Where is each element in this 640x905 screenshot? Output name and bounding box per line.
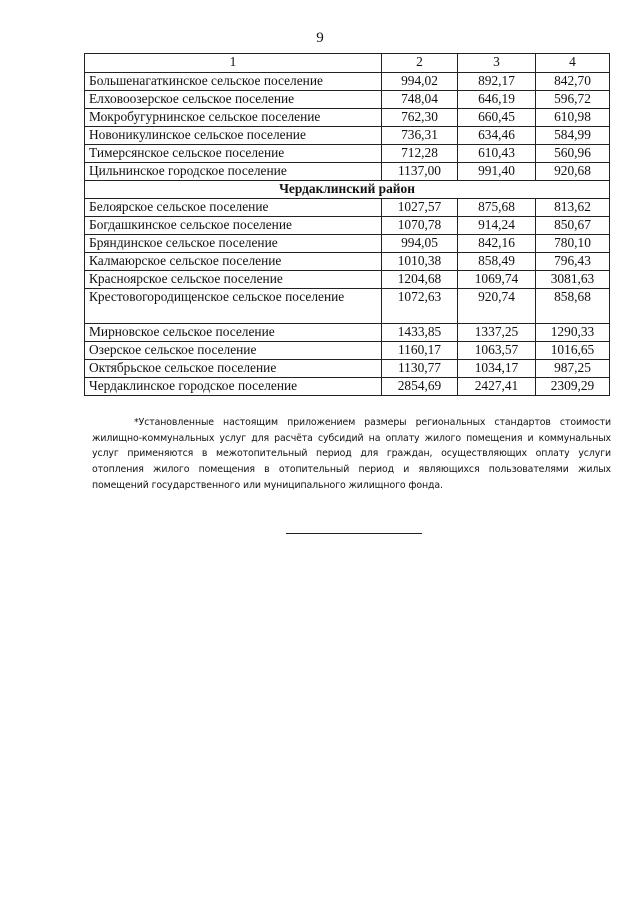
region-title: Чердаклинский район: [85, 181, 610, 199]
table-row: [85, 289, 610, 324]
settlement-name-cell: Калмаюрское сельское поселение: [85, 253, 382, 271]
settlement-name-cell: Чердаклинское городское поселение: [85, 378, 382, 396]
table-row: [85, 163, 610, 181]
value-col3-cell: 660,45: [458, 109, 536, 127]
value-col4-cell: 780,10: [536, 235, 610, 253]
value-col4-cell: 3081,63: [536, 271, 610, 289]
value-col3-cell: 858,49: [458, 253, 536, 271]
value-col4-cell: 596,72: [536, 91, 610, 109]
value-col2-cell: 1072,63: [382, 289, 458, 324]
settlement-name-cell: Мокробугурнинское сельское поселение: [85, 109, 382, 127]
value-col2-cell: 736,31: [382, 127, 458, 145]
table-header-row: [85, 54, 610, 73]
column-header: 4: [536, 54, 610, 73]
value-col4-cell: 560,96: [536, 145, 610, 163]
table-row: [85, 73, 610, 91]
tariff-table-body: [85, 54, 610, 396]
value-col2-cell: 762,30: [382, 109, 458, 127]
value-col3-cell: 1063,57: [458, 342, 536, 360]
value-col2-cell: 1027,57: [382, 199, 458, 217]
value-col3-cell: 1069,74: [458, 271, 536, 289]
settlement-name-cell: Тимерсянское сельское поселение: [85, 145, 382, 163]
settlement-name-cell: Богдашкинское сельское поселение: [85, 217, 382, 235]
value-col3-cell: 892,17: [458, 73, 536, 91]
value-col3-cell: 991,40: [458, 163, 536, 181]
table-row: [85, 109, 610, 127]
tariff-table: [84, 53, 610, 396]
column-header: 1: [85, 54, 382, 73]
value-col3-cell: 1034,17: [458, 360, 536, 378]
column-header: 3: [458, 54, 536, 73]
table-row: [85, 235, 610, 253]
value-col3-cell: 875,68: [458, 199, 536, 217]
settlement-name-cell: Елховоозерское сельское поселение: [85, 91, 382, 109]
value-col4-cell: 1016,65: [536, 342, 610, 360]
table-row: [85, 342, 610, 360]
value-col2-cell: 994,05: [382, 235, 458, 253]
value-col2-cell: 2854,69: [382, 378, 458, 396]
settlement-name-cell: Октябрьское сельское поселение: [85, 360, 382, 378]
value-col2-cell: 748,04: [382, 91, 458, 109]
region-header-row: [85, 181, 610, 199]
table-row: [85, 217, 610, 235]
value-col4-cell: 584,99: [536, 127, 610, 145]
value-col2-cell: 712,28: [382, 145, 458, 163]
value-col2-cell: 1010,38: [382, 253, 458, 271]
value-col3-cell: 842,16: [458, 235, 536, 253]
value-col2-cell: 1160,17: [382, 342, 458, 360]
value-col4-cell: 2309,29: [536, 378, 610, 396]
value-col3-cell: 610,43: [458, 145, 536, 163]
settlement-name-cell: Большенагаткинское сельское поселение: [85, 73, 382, 91]
value-col3-cell: 2427,41: [458, 378, 536, 396]
value-col3-cell: 634,46: [458, 127, 536, 145]
value-col2-cell: 1070,78: [382, 217, 458, 235]
table-row: [85, 127, 610, 145]
value-col3-cell: 1337,25: [458, 324, 536, 342]
value-col3-cell: 914,24: [458, 217, 536, 235]
table-row: [85, 378, 610, 396]
settlement-name-cell: Мирновское сельское поселение: [85, 324, 382, 342]
value-col4-cell: 850,67: [536, 217, 610, 235]
value-col2-cell: 1137,00: [382, 163, 458, 181]
settlement-name-cell: Красноярское сельское поселение: [85, 271, 382, 289]
end-divider: [286, 533, 422, 534]
table-row: [85, 199, 610, 217]
value-col3-cell: 646,19: [458, 91, 536, 109]
settlement-name-cell: Цильнинское городское поселение: [85, 163, 382, 181]
table-row: [85, 91, 610, 109]
value-col4-cell: 920,68: [536, 163, 610, 181]
value-col4-cell: 813,62: [536, 199, 610, 217]
table-row: [85, 360, 610, 378]
value-col4-cell: 1290,33: [536, 324, 610, 342]
value-col4-cell: 842,70: [536, 73, 610, 91]
value-col2-cell: 1204,68: [382, 271, 458, 289]
settlement-name-cell: Новоникулинское сельское поселение: [85, 127, 382, 145]
value-col4-cell: 858,68: [536, 289, 610, 324]
column-header: 2: [382, 54, 458, 73]
value-col2-cell: 994,02: [382, 73, 458, 91]
page-number: 9: [316, 30, 324, 46]
value-col2-cell: 1130,77: [382, 360, 458, 378]
value-col4-cell: 796,43: [536, 253, 610, 271]
settlement-name-cell: Крестовогородищенское сельское поселение: [85, 289, 382, 324]
value-col2-cell: 1433,85: [382, 324, 458, 342]
settlement-name-cell: Белоярское сельское поселение: [85, 199, 382, 217]
table-row: [85, 145, 610, 163]
table-row: [85, 324, 610, 342]
value-col4-cell: 610,98: [536, 109, 610, 127]
table-row: [85, 271, 610, 289]
table-row: [85, 253, 610, 271]
footnote: *Установленные настоящим приложением размеры региональных стандартов стоимости жилищно-коммунальных услуг для расчёта субсидий на оплату жилого помещения и коммунальных услуг применяются в межотопительный период для граждан, осуществляющих оплату услуги отопления жилого помещения в отопительный период и являющихся пользователями жилых помещений государственного или муниципального жилищного фонда.: [92, 417, 611, 491]
settlement-name-cell: Бряндинское сельское поселение: [85, 235, 382, 253]
value-col4-cell: 987,25: [536, 360, 610, 378]
value-col3-cell: 920,74: [458, 289, 536, 324]
settlement-name-cell: Озерское сельское поселение: [85, 342, 382, 360]
